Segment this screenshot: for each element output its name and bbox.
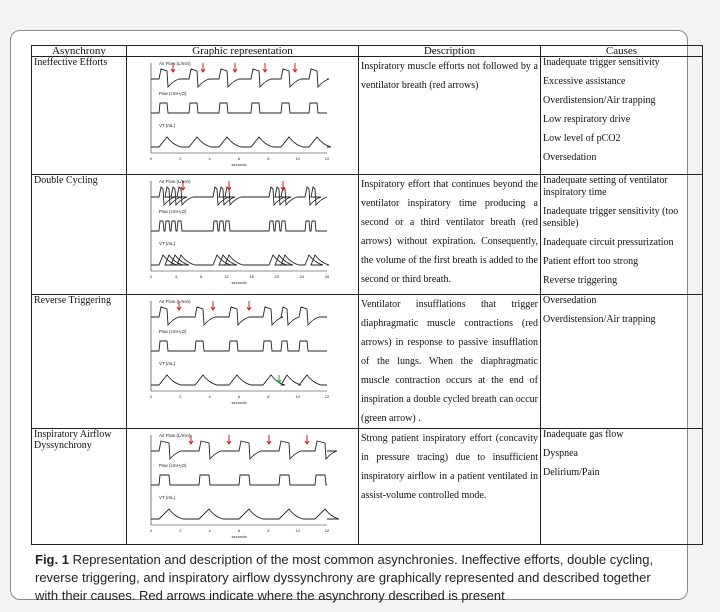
- graphic-cell: [127, 175, 359, 295]
- description-text: Inspiratory effort that continues beyond the ventilator inspiratory time producing a second or a third ventilator breath (red arrows) without expiration. Consequently, the volume of the first breath is added to the second or third breath.: [359, 175, 541, 295]
- table-row: [32, 175, 703, 295]
- red-arrow-icon: [305, 435, 309, 444]
- asynchrony-name: Inspiratory Airflow Dyssynchrony: [32, 429, 127, 545]
- x-tick-label: 10: [295, 394, 300, 399]
- x-tick-label: 0: [149, 394, 153, 399]
- x-tick-label: 2: [179, 528, 182, 533]
- x-axis-title: seconds: [231, 280, 247, 285]
- x-tick-label: 4: [208, 528, 211, 533]
- red-arrow-icon: [267, 435, 271, 444]
- red-arrow-icon: [233, 63, 237, 72]
- cause-item: Delirium/Pain: [543, 467, 600, 478]
- cause-item: Oversedation: [543, 152, 597, 163]
- cause-item: Inadequate gas flow: [543, 429, 624, 440]
- x-tick-label: 16: [249, 274, 254, 279]
- description-text: Ventilator insufflations that trigger diaphragmatic muscle contractions (red arrows) in response to passive insufflation of the lungs. When the diaphragmatic muscle contraction occurs at the end of inspiration a double cycled breath can occur (green arrow) .: [359, 295, 541, 429]
- red-arrow-icon: [263, 63, 267, 72]
- caption-label: Fig. 1: [35, 552, 69, 567]
- x-tick-label: 0: [149, 274, 153, 279]
- x-tick-label: 12: [324, 394, 330, 399]
- header-graphic: Graphic representation: [127, 46, 359, 57]
- x-tick-label: 6: [237, 394, 241, 399]
- red-arrow-icon: [293, 63, 297, 72]
- trace-label: Paw (cmH₂O): [159, 329, 187, 334]
- vt-trace: [151, 137, 331, 147]
- vt-trace: [151, 375, 327, 385]
- red-arrow-icon: [201, 63, 205, 72]
- trace-label: VT (mL): [159, 123, 176, 128]
- causes-list: [543, 429, 700, 479]
- causes-list: [543, 57, 700, 164]
- asynchrony-table: [31, 45, 703, 545]
- x-tick-label: 10: [295, 156, 300, 161]
- red-arrow-icon: [227, 181, 231, 190]
- trace-label: Air Flow (L/min): [159, 299, 191, 304]
- causes-cell: [541, 57, 703, 175]
- cause-item: Inadequate trigger sensitivity: [543, 57, 660, 68]
- flow-trace: [151, 187, 327, 205]
- x-tick-label: 4: [208, 394, 211, 399]
- paw-trace: [151, 103, 327, 113]
- cause-item: Inadequate setting of ventilator inspiratory time: [543, 175, 668, 198]
- paw-trace: [151, 221, 327, 231]
- vt-trace: [151, 509, 339, 519]
- cause-item: Oversedation: [543, 295, 597, 306]
- paw-trace: [151, 341, 327, 351]
- x-tick-label: 8: [267, 528, 270, 533]
- cause-item: Overdistension/Air trapping: [543, 95, 656, 106]
- table-row: [32, 295, 703, 429]
- trace-label: Paw (cmH₂O): [159, 209, 187, 214]
- trace-label: Paw (cmH₂O): [159, 463, 187, 468]
- cause-item: Inadequate circuit pressurization: [543, 237, 674, 248]
- x-tick-label: 8: [267, 156, 270, 161]
- asynchrony-name: Reverse Triggering: [32, 295, 127, 429]
- causes-cell: [541, 295, 703, 429]
- causes-cell: [541, 175, 703, 295]
- x-tick-label: 20: [274, 274, 279, 279]
- description-text: Inspiratory muscle efforts not followed by a ventilator breath (red arrows): [359, 57, 541, 175]
- paw-trace: [151, 475, 327, 485]
- asynchrony-name: Ineffective Efforts: [32, 57, 127, 175]
- cause-item: Overdistension/Air trapping: [543, 314, 656, 325]
- flow-trace: [151, 307, 327, 325]
- waveform-plot: [129, 57, 361, 174]
- graphic-cell: [127, 429, 359, 545]
- x-tick-label: 2: [179, 156, 182, 161]
- table-header-row: [32, 46, 703, 57]
- x-tick-label: 28: [324, 274, 330, 279]
- x-tick-label: 12: [324, 528, 330, 533]
- flow-trace: [151, 69, 329, 87]
- asynchrony-name: Double Cycling: [32, 175, 127, 295]
- x-tick-label: 24: [299, 274, 305, 279]
- waveform-plot: [129, 175, 361, 292]
- description-text: Strong patient inspiratory effort (concavity in pressure tracing) due to insufficient inspiratory airflow in a patient ventilated in assist-volume controlled mode.: [359, 429, 541, 545]
- caption-text: Representation and description of the most common asynchronies. Ineffective efforts, double cycling, reverse triggering, and inspiratory airflow dyssynchrony are graphically represented and described together with their causes. Red arrows indicate where the asynchrony described is present: [35, 552, 654, 603]
- cause-item: Patient effort too strong: [543, 256, 639, 267]
- x-tick-label: 0: [149, 156, 153, 161]
- x-tick-label: 0: [149, 528, 153, 533]
- vt-trace: [151, 255, 329, 265]
- table-row: [32, 57, 703, 175]
- red-arrow-icon: [227, 435, 231, 444]
- header-description: Description: [359, 46, 541, 57]
- header-asynchrony: Asynchrony: [32, 46, 127, 57]
- x-axis-title: seconds: [231, 162, 247, 167]
- flow-trace: [151, 441, 337, 459]
- waveform-plot: [129, 295, 361, 412]
- cause-item: Low level of pCO2: [543, 133, 621, 144]
- red-arrow-icon: [247, 301, 251, 310]
- x-tick-label: 4: [208, 156, 211, 161]
- cause-item: Low respiratory drive: [543, 114, 631, 125]
- cause-item: Reverse triggering: [543, 275, 618, 286]
- graphic-cell: [127, 57, 359, 175]
- trace-label: Paw (cmH₂O): [159, 91, 187, 96]
- figure-caption: [35, 551, 675, 605]
- red-arrow-icon: [281, 181, 285, 190]
- trace-label: VT (mL): [159, 361, 176, 366]
- trace-label: VT (mL): [159, 241, 176, 246]
- green-arrow-icon: [277, 375, 281, 383]
- x-tick-label: 12: [324, 156, 330, 161]
- waveform-plot: [129, 429, 361, 544]
- table-row: [32, 429, 703, 545]
- cause-item: Dyspnea: [543, 448, 578, 459]
- figure-frame: [10, 30, 688, 603]
- causes-list: [543, 175, 700, 287]
- trace-label: Air Flow (L/min): [159, 61, 191, 66]
- x-tick-label: 12: [224, 274, 229, 279]
- x-tick-label: 10: [295, 528, 300, 533]
- x-tick-label: 6: [237, 156, 241, 161]
- trace-label: Air Flow (L/min): [159, 179, 191, 184]
- x-tick-label: 2: [179, 394, 182, 399]
- cause-item: Inadequate trigger sensitivity (too sensible): [543, 206, 679, 229]
- x-axis-title: seconds: [231, 534, 247, 539]
- x-axis-title: seconds: [231, 400, 247, 405]
- graphic-cell: [127, 295, 359, 429]
- x-tick-label: 4: [175, 274, 178, 279]
- red-arrow-icon: [211, 301, 215, 310]
- x-tick-label: 8: [267, 394, 270, 399]
- x-tick-label: 6: [237, 528, 241, 533]
- x-tick-label: 8: [200, 274, 203, 279]
- trace-label: VT (mL): [159, 495, 176, 500]
- trace-label: Air Flow (L/min): [159, 433, 191, 438]
- header-causes: Causes: [541, 46, 703, 57]
- cause-item: Excessive assistance: [543, 76, 626, 87]
- causes-cell: [541, 429, 703, 545]
- causes-list: [543, 295, 700, 326]
